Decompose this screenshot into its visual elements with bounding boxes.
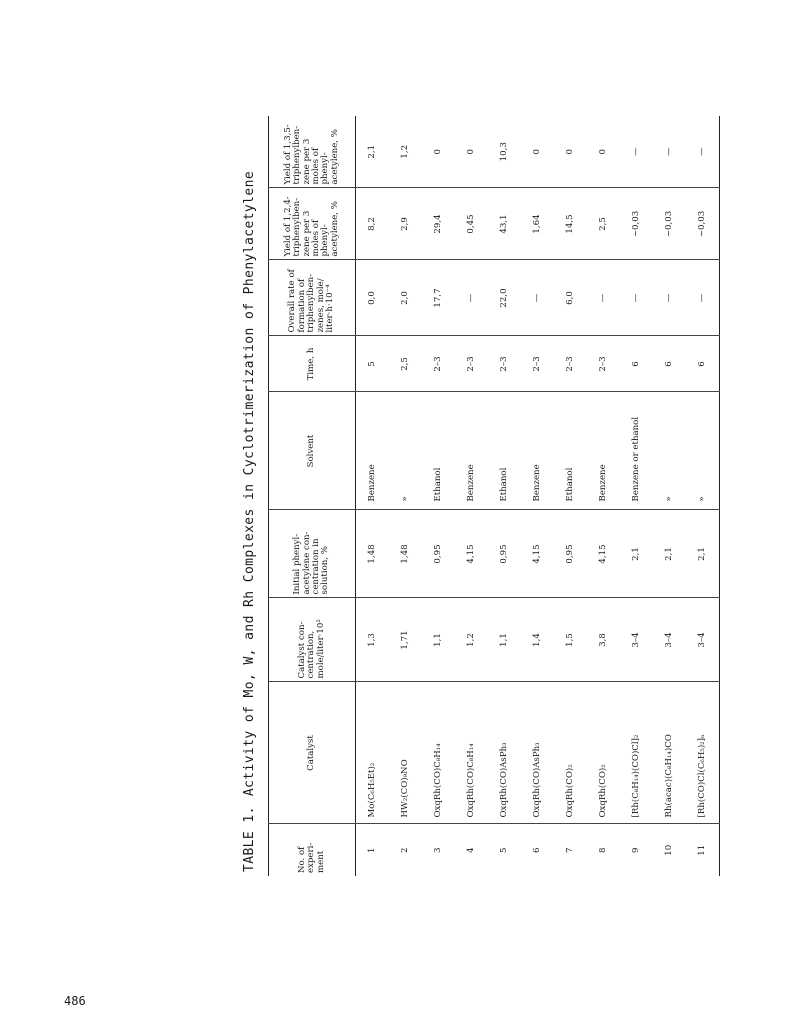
table-cell: Mo(C₆H₅Et)₂ (356, 682, 390, 824)
table-cell: — (521, 260, 554, 336)
table-cell: — (686, 116, 720, 188)
table-cell: OxqRh(CO)C₈H₁₄ (422, 682, 455, 824)
table-cell: ~0,03 (653, 188, 686, 260)
table-cell: — (653, 260, 686, 336)
table-row (620, 116, 653, 876)
table-row (653, 116, 686, 876)
table-cell: 4,15 (587, 510, 620, 598)
table-cell: 6 (620, 336, 653, 392)
table-cell: — (653, 116, 686, 188)
table-cell: Ethanol (422, 392, 455, 510)
table-cell: 5 (356, 336, 390, 392)
table-cell: 3–4 (686, 598, 720, 682)
table-cell: » (389, 392, 422, 510)
table-row (389, 116, 422, 876)
table-cell: 3–4 (620, 598, 653, 682)
table-cell: 7 (564, 847, 575, 853)
table-cell: » (653, 392, 686, 510)
table-cell: [Rh(C₈H₁₄)(CO)Cl]₂ (620, 682, 653, 824)
table-cell: ~0,03 (686, 188, 720, 260)
table-row (488, 116, 521, 876)
table-cell: 11 (696, 844, 707, 856)
table-cell: — (620, 116, 653, 188)
table-cell: 8,2 (356, 188, 390, 260)
table-cell: 0 (587, 116, 620, 188)
table-cell: 0,0 (356, 260, 390, 336)
table-cell: 29,4 (422, 188, 455, 260)
table-cell: OxqRh(CO)₂ (587, 682, 620, 824)
header-cell: Overall rate of formation of triphenylben-zenes, mole/ liter·h·10⁻⁴ (269, 260, 356, 336)
table-cell: 2–3 (455, 336, 488, 392)
table-cell: 1,4 (521, 598, 554, 682)
table-cell: 2,5 (587, 188, 620, 260)
table-cell: 1,48 (389, 510, 422, 598)
table-cell: 4,15 (455, 510, 488, 598)
header-cell: No. of experi-ment (296, 842, 326, 873)
table-cell: 1,5 (554, 598, 587, 682)
header-cell: Catalyst con-centration, mole/liter·10² (269, 598, 356, 682)
header-cell: Yield of 1,3,5-triphenylben-zene per 3 moles of phenyl-acetylene, % (269, 116, 356, 188)
table-cell: 0 (422, 116, 455, 188)
table-cell: 2,9 (389, 188, 422, 260)
table-cell: 0,95 (422, 510, 455, 598)
table-cell: — (455, 260, 488, 336)
header-cell: Yield of 1,2,4-triphenylben-zene per 3 moles of phenyl-acetylene, % (269, 188, 356, 260)
table-cell: 1 (366, 847, 377, 853)
table-row (521, 116, 554, 876)
table-cell: OxqRh(CO)AsPh₃ (521, 682, 554, 824)
header-cell: Time, h (269, 336, 356, 392)
table-cell: 2 (399, 847, 410, 853)
page-number: 486 (64, 994, 86, 1008)
header-cell: Catalyst (269, 682, 356, 824)
table-cell: ~0,03 (620, 188, 653, 260)
table-cell: Benzene (455, 392, 488, 510)
table-cell: Benzene (587, 392, 620, 510)
table-cell: 6 (686, 336, 720, 392)
table-cell: 0 (554, 116, 587, 188)
table-cell: OxqRh(CO)AsPh₃ (488, 682, 521, 824)
table-cell: 2–3 (488, 336, 521, 392)
table-cell: 14,5 (554, 188, 587, 260)
table-cell: 2,1 (686, 510, 720, 598)
table-cell: 1,3 (356, 598, 390, 682)
table-cell: 3 (432, 847, 443, 853)
table-cell: 5 (498, 847, 509, 853)
data-table (268, 116, 720, 876)
table-cell: 2,1 (653, 510, 686, 598)
header-row (269, 116, 356, 876)
table-cell: 2–3 (554, 336, 587, 392)
table-cell: 1,2 (389, 116, 422, 188)
table-cell: 2,0 (389, 260, 422, 336)
table-cell: Benzene (356, 392, 390, 510)
table-cell: Ethanol (554, 392, 587, 510)
table-cell: Ethanol (488, 392, 521, 510)
table-cell: 1,64 (521, 188, 554, 260)
table-row (587, 116, 620, 876)
table-cell: 43,1 (488, 188, 521, 260)
table-cell: 6 (531, 847, 542, 853)
table-cell: HW₂(CO)₉NO (389, 682, 422, 824)
table-cell: 1,1 (488, 598, 521, 682)
table-cell: OxqRh(CO)₂ (554, 682, 587, 824)
table-body (356, 116, 720, 876)
table-cell: 2,1 (620, 510, 653, 598)
table-cell: 1,2 (455, 598, 488, 682)
table-cell: 1,1 (422, 598, 455, 682)
table-cell: — (686, 260, 720, 336)
table-cell: 8 (597, 847, 608, 853)
table-cell: 2–3 (587, 336, 620, 392)
table-row (422, 116, 455, 876)
table-cell: 17,7 (422, 260, 455, 336)
table-cell: 3–4 (653, 598, 686, 682)
table-cell: 2,5 (389, 336, 422, 392)
table-cell: Benzene or ethanol (620, 392, 653, 510)
table-cell: 0 (455, 116, 488, 188)
table-cell: — (620, 260, 653, 336)
table-cell: 2,1 (356, 116, 390, 188)
table-cell: 0,95 (488, 510, 521, 598)
table-cell: 4,15 (521, 510, 554, 598)
table-cell: 6,0 (554, 260, 587, 336)
table-title (240, 116, 268, 876)
table-cell: 3,8 (587, 598, 620, 682)
table-cell: 6 (653, 336, 686, 392)
table-cell: 2–3 (422, 336, 455, 392)
table-cell: 0,45 (455, 188, 488, 260)
table-cell: [Rh(CO)Cl(C₆H₅)₂]ₙ (686, 682, 720, 824)
table-cell: » (686, 392, 720, 510)
table-cell: OxqRh(CO)C₈H₁₄ (455, 682, 488, 824)
table-row (686, 116, 720, 876)
table-row (356, 116, 390, 876)
table-cell: 10,3 (488, 116, 521, 188)
table-cell: 1,71 (389, 598, 422, 682)
table-cell: Benzene (521, 392, 554, 510)
header-cell: Solvent (269, 392, 356, 510)
table-caption: Activity of Mo, W, and Rh Complexes in Cyclotrimerization of Phenylacetylene (242, 170, 257, 797)
rotated-table-block (240, 116, 740, 876)
table-label: TABLE 1. (242, 806, 257, 872)
table-cell: Rh(acac)(C₈H₁₄)CO (653, 682, 686, 824)
table-row (554, 116, 587, 876)
table-cell: 9 (630, 847, 641, 853)
table-cell: 4 (465, 847, 476, 853)
table-cell: 22,0 (488, 260, 521, 336)
table-cell: 0,95 (554, 510, 587, 598)
table-cell: — (587, 260, 620, 336)
header-cell: Initial phenyl-acetylene con-centration in solution, % (269, 510, 356, 598)
table-cell: 2–3 (521, 336, 554, 392)
table-cell: 10 (663, 844, 674, 856)
table-row (455, 116, 488, 876)
table-cell: 0 (521, 116, 554, 188)
table-cell: 1,48 (356, 510, 390, 598)
